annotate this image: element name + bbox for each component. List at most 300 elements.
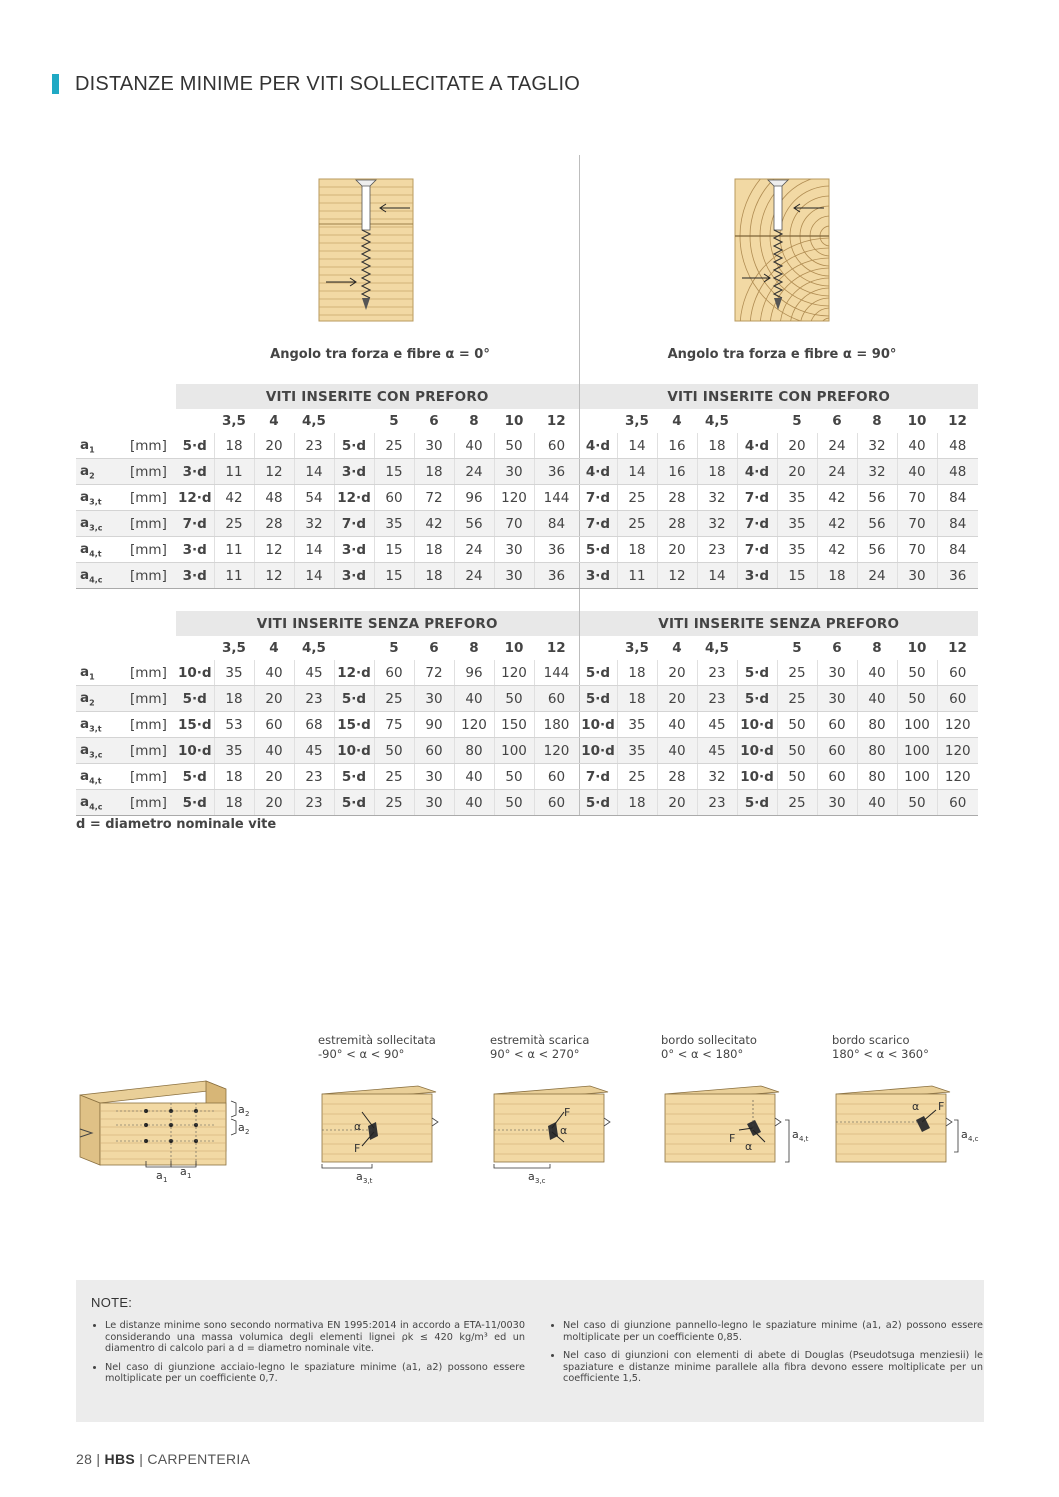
column-header: 3,5 <box>625 413 649 429</box>
value-cell: 45 <box>294 660 334 686</box>
value-cell: 25 <box>374 686 414 712</box>
value-cell: 14 <box>294 563 334 589</box>
diagram-label-loaded-end: estremità sollecitata -90° < α < 90° <box>318 1033 436 1061</box>
value-cell: 23 <box>294 686 334 712</box>
value-cell: 45 <box>294 738 334 764</box>
multiplier-cell: 4·d <box>579 433 617 459</box>
value-cell: 120 <box>937 764 978 790</box>
value-cell: 18 <box>214 790 254 816</box>
value-cell: 56 <box>857 485 897 511</box>
notes-box <box>76 1280 984 1422</box>
value-cell: 50 <box>897 660 937 686</box>
column-header-row <box>76 409 978 433</box>
value-cell: 60 <box>937 660 978 686</box>
value-cell: 180 <box>534 712 579 738</box>
unloaded-edge-diagram <box>832 1080 987 1190</box>
header-without-predrilling-left: VITI INSERITE SENZA PREFORO <box>176 611 579 636</box>
multiplier-cell: 7·d <box>334 511 374 537</box>
value-cell: 25 <box>374 764 414 790</box>
multiplier-cell: 5·d <box>737 790 777 816</box>
value-cell: 144 <box>534 660 579 686</box>
value-cell: 40 <box>454 790 494 816</box>
column-header: 3,5 <box>625 640 649 656</box>
distance-symbol: $a_{3,t}$ <box>76 485 130 511</box>
distance-symbol: $a_{3,c}$ <box>76 738 130 764</box>
value-cell: 36 <box>937 563 978 589</box>
column-header: 5 <box>389 640 399 656</box>
column-header: 4,5 <box>302 640 326 656</box>
value-cell: 32 <box>697 485 737 511</box>
value-cell: 20 <box>777 459 817 485</box>
multiplier-cell: 3·d <box>334 537 374 563</box>
diagram-label-unloaded-edge: bordo scarico 180° < α < 360° <box>832 1033 929 1061</box>
value-cell: 60 <box>374 660 414 686</box>
value-cell: 120 <box>494 660 534 686</box>
value-cell: 32 <box>857 433 897 459</box>
svg-text:a: a <box>961 1128 968 1141</box>
caption-angle-90: Angolo tra forza e fibre α = 90° <box>667 347 897 362</box>
value-cell: 120 <box>534 738 579 764</box>
value-cell: 60 <box>817 738 857 764</box>
value-cell: 23 <box>697 660 737 686</box>
unit-label: [mm] <box>130 563 176 589</box>
value-cell: 36 <box>534 537 579 563</box>
table-with-predrilling <box>76 384 978 589</box>
page-title-text: DISTANZE MINIME PER VITI SOLLECITATE A TAGLIO <box>75 72 581 95</box>
multiplier-cell: 12·d <box>334 660 374 686</box>
value-cell: 40 <box>857 660 897 686</box>
value-cell: 80 <box>857 712 897 738</box>
value-cell: 18 <box>414 563 454 589</box>
value-cell: 56 <box>454 511 494 537</box>
value-cell: 40 <box>454 686 494 712</box>
distance-symbol: $a_{3,c}$ <box>76 511 130 537</box>
value-cell: 23 <box>697 790 737 816</box>
column-header: 6 <box>832 413 842 429</box>
value-cell: 25 <box>617 764 657 790</box>
value-cell: 150 <box>494 712 534 738</box>
multiplier-cell: 10·d <box>579 712 617 738</box>
svg-text:2: 2 <box>245 1110 250 1118</box>
spacing-a1-a2-diagram <box>76 1075 256 1185</box>
multiplier-cell: 3·d <box>176 459 214 485</box>
table-row <box>76 459 978 485</box>
value-cell: 32 <box>857 459 897 485</box>
value-cell: 56 <box>857 537 897 563</box>
svg-text:a: a <box>356 1170 363 1183</box>
section-name: CARPENTERIA <box>147 1451 251 1467</box>
distance-symbol: $a_{4,t}$ <box>76 764 130 790</box>
table-row <box>76 563 978 589</box>
value-cell: 30 <box>817 660 857 686</box>
value-cell: 28 <box>254 511 294 537</box>
unit-label: [mm] <box>130 433 176 459</box>
multiplier-cell: 7·d <box>579 764 617 790</box>
header-with-predrilling-left: VITI INSERITE CON PREFORO <box>176 384 579 409</box>
multiplier-cell: 3·d <box>334 563 374 589</box>
column-header: 3,5 <box>222 413 246 429</box>
value-cell: 120 <box>937 738 978 764</box>
value-cell: 35 <box>214 660 254 686</box>
page-number: 28 <box>76 1451 93 1467</box>
notes-heading: NOTE: <box>91 1295 133 1310</box>
value-cell: 28 <box>657 485 697 511</box>
value-cell: 36 <box>534 459 579 485</box>
svg-text:2: 2 <box>245 1128 250 1136</box>
value-cell: 23 <box>294 433 334 459</box>
value-cell: 28 <box>657 764 697 790</box>
value-cell: 18 <box>414 459 454 485</box>
column-header: 5 <box>389 413 399 429</box>
svg-text:1: 1 <box>187 1172 192 1180</box>
multiplier-cell: 5·d <box>334 790 374 816</box>
value-cell: 42 <box>414 511 454 537</box>
multiplier-cell: 4·d <box>737 433 777 459</box>
column-header: 12 <box>534 636 579 660</box>
value-cell: 23 <box>697 537 737 563</box>
column-header: 4 <box>672 413 682 429</box>
diagram-label-unloaded-end: estremità scarica 90° < α < 270° <box>490 1033 590 1061</box>
value-cell: 25 <box>617 485 657 511</box>
column-header <box>737 409 777 433</box>
unit-label: [mm] <box>130 511 176 537</box>
note-item: • Le distanze minime sono secondo normativa EN 1995:2014 in accordo a ETA-11/0030 considerando una massa volumica degli elementi lignei ρk ≤ 420 kg/m³ ed un diamentro di calcolo pari a d = diametro nominale vite. <box>105 1320 525 1355</box>
value-cell: 60 <box>534 433 579 459</box>
value-cell: 80 <box>857 738 897 764</box>
unit-label: [mm] <box>130 790 176 816</box>
value-cell: 32 <box>697 511 737 537</box>
value-cell: 20 <box>657 660 697 686</box>
value-cell: 100 <box>494 738 534 764</box>
value-cell: 30 <box>817 686 857 712</box>
value-cell: 24 <box>454 459 494 485</box>
multiplier-cell: 5·d <box>579 686 617 712</box>
column-header <box>334 636 374 660</box>
note-item: • Nel caso di giunzioni con elementi di abete di Douglas (Pseudotsuga menziesii) le spaziature e distanze minime parallele alla fibra devono essere moltiplicate per un coefficiente 1,5. <box>563 1350 983 1385</box>
value-cell: 14 <box>697 563 737 589</box>
svg-text:α: α <box>354 1120 362 1133</box>
multiplier-cell: 12·d <box>176 485 214 511</box>
value-cell: 16 <box>657 459 697 485</box>
value-cell: 40 <box>897 459 937 485</box>
value-cell: 70 <box>494 511 534 537</box>
value-cell: 15 <box>777 563 817 589</box>
multiplier-cell: 7·d <box>737 511 777 537</box>
value-cell: 35 <box>777 511 817 537</box>
multiplier-cell: 7·d <box>737 485 777 511</box>
multiplier-cell: 10·d <box>737 764 777 790</box>
unit-label: [mm] <box>130 660 176 686</box>
header-without-predrilling-right: VITI INSERITE SENZA PREFORO <box>579 611 978 636</box>
value-cell: 25 <box>214 511 254 537</box>
multiplier-cell: 5·d <box>579 660 617 686</box>
svg-text:a: a <box>238 1103 245 1116</box>
multiplier-cell: 15·d <box>334 712 374 738</box>
svg-text:a: a <box>792 1128 799 1141</box>
distance-symbol: $a_{4,c}$ <box>76 790 130 816</box>
distance-symbol: $a_1$ <box>76 433 130 459</box>
value-cell: 50 <box>777 712 817 738</box>
value-cell: 42 <box>817 537 857 563</box>
value-cell: 18 <box>617 660 657 686</box>
multiplier-cell: 5·d <box>334 764 374 790</box>
column-header: 5 <box>792 640 802 656</box>
svg-text:α: α <box>912 1100 920 1113</box>
value-cell: 50 <box>494 790 534 816</box>
notes-left-list <box>91 1320 525 1392</box>
value-cell: 18 <box>214 433 254 459</box>
column-header: 10 <box>504 640 524 656</box>
distance-symbol: $a_2$ <box>76 459 130 485</box>
svg-text:4,c: 4,c <box>968 1135 979 1143</box>
value-cell: 15 <box>374 563 414 589</box>
value-cell: 15 <box>374 537 414 563</box>
unit-label: [mm] <box>130 485 176 511</box>
column-header: 4 <box>269 413 279 429</box>
multiplier-cell: 3·d <box>176 537 214 563</box>
value-cell: 120 <box>494 485 534 511</box>
value-cell: 144 <box>534 485 579 511</box>
screw-parallel-grain-figure <box>318 178 414 322</box>
column-header: 12 <box>948 640 967 656</box>
value-cell: 30 <box>494 563 534 589</box>
column-header: 4,5 <box>302 413 326 429</box>
value-cell: 48 <box>254 485 294 511</box>
table-row <box>76 660 978 686</box>
value-cell: 50 <box>494 433 534 459</box>
multiplier-cell: 5·d <box>579 537 617 563</box>
value-cell: 40 <box>657 738 697 764</box>
multiplier-cell: 7·d <box>176 511 214 537</box>
value-cell: 35 <box>777 537 817 563</box>
value-cell: 40 <box>454 764 494 790</box>
column-header: 8 <box>469 413 479 429</box>
value-cell: 20 <box>254 433 294 459</box>
value-cell: 40 <box>897 433 937 459</box>
value-cell: 30 <box>414 790 454 816</box>
value-cell: 18 <box>414 537 454 563</box>
unit-label: [mm] <box>130 764 176 790</box>
value-cell: 18 <box>697 433 737 459</box>
value-cell: 24 <box>817 459 857 485</box>
column-header: 8 <box>872 413 882 429</box>
value-cell: 18 <box>214 764 254 790</box>
column-header: 12 <box>948 413 967 429</box>
column-header <box>334 409 374 433</box>
value-cell: 50 <box>897 790 937 816</box>
table-row <box>76 738 978 764</box>
value-cell: 20 <box>777 433 817 459</box>
value-cell: 60 <box>937 790 978 816</box>
value-cell: 72 <box>414 485 454 511</box>
table-row <box>76 433 978 459</box>
value-cell: 25 <box>617 511 657 537</box>
svg-text:F: F <box>354 1142 361 1155</box>
value-cell: 60 <box>374 485 414 511</box>
multiplier-cell: 10·d <box>737 712 777 738</box>
svg-text:α: α <box>560 1124 568 1137</box>
value-cell: 35 <box>617 738 657 764</box>
table-row <box>76 511 978 537</box>
value-cell: 30 <box>897 563 937 589</box>
diagram-label-loaded-edge: bordo sollecitato 0° < α < 180° <box>661 1033 757 1061</box>
value-cell: 120 <box>454 712 494 738</box>
multiplier-cell: 5·d <box>579 790 617 816</box>
multiplier-cell: 4·d <box>579 459 617 485</box>
table-row <box>76 712 978 738</box>
multiplier-cell: 3·d <box>334 459 374 485</box>
value-cell: 30 <box>494 537 534 563</box>
value-cell: 50 <box>494 686 534 712</box>
value-cell: 36 <box>534 563 579 589</box>
table-row <box>76 686 978 712</box>
value-cell: 25 <box>777 790 817 816</box>
value-cell: 50 <box>897 686 937 712</box>
value-cell: 80 <box>454 738 494 764</box>
value-cell: 54 <box>294 485 334 511</box>
value-cell: 25 <box>777 686 817 712</box>
value-cell: 23 <box>294 790 334 816</box>
multiplier-cell: 12·d <box>334 485 374 511</box>
value-cell: 48 <box>937 459 978 485</box>
value-cell: 60 <box>414 738 454 764</box>
value-cell: 25 <box>374 790 414 816</box>
multiplier-cell: 10·d <box>176 660 214 686</box>
value-cell: 40 <box>454 433 494 459</box>
distance-symbol: $a_{3,t}$ <box>76 712 130 738</box>
value-cell: 50 <box>494 764 534 790</box>
table-row <box>76 485 978 511</box>
multiplier-cell: 3·d <box>579 563 617 589</box>
value-cell: 20 <box>254 764 294 790</box>
value-cell: 60 <box>534 686 579 712</box>
column-header <box>737 636 777 660</box>
multiplier-cell: 3·d <box>176 563 214 589</box>
column-header: 4,5 <box>705 640 729 656</box>
value-cell: 18 <box>214 686 254 712</box>
title-accent-bar <box>52 74 59 94</box>
value-cell: 18 <box>817 563 857 589</box>
value-cell: 56 <box>857 511 897 537</box>
value-cell: 70 <box>897 537 937 563</box>
unit-label: [mm] <box>130 686 176 712</box>
value-cell: 100 <box>897 764 937 790</box>
value-cell: 35 <box>617 712 657 738</box>
page-footer: 28 | HBS | CARPENTERIA <box>76 1451 251 1467</box>
svg-text:F: F <box>729 1132 736 1145</box>
unit-label: [mm] <box>130 537 176 563</box>
value-cell: 84 <box>937 537 978 563</box>
value-cell: 50 <box>374 738 414 764</box>
value-cell: 15 <box>374 459 414 485</box>
table-row <box>76 764 978 790</box>
value-cell: 60 <box>254 712 294 738</box>
value-cell: 100 <box>897 712 937 738</box>
value-cell: 68 <box>294 712 334 738</box>
value-cell: 20 <box>657 686 697 712</box>
svg-text:a: a <box>156 1169 163 1182</box>
svg-text:4,t: 4,t <box>799 1135 809 1143</box>
unit-label: [mm] <box>130 712 176 738</box>
value-cell: 30 <box>414 764 454 790</box>
svg-text:a: a <box>238 1121 245 1134</box>
column-header-row <box>76 636 978 660</box>
value-cell: 25 <box>777 660 817 686</box>
value-cell: 48 <box>937 433 978 459</box>
multiplier-cell: 5·d <box>176 686 214 712</box>
value-cell: 84 <box>937 511 978 537</box>
value-cell: 42 <box>214 485 254 511</box>
value-cell: 45 <box>697 712 737 738</box>
multiplier-cell: 3·d <box>737 563 777 589</box>
caption-angle-0: Angolo tra forza e fibre α = 0° <box>270 347 490 362</box>
multiplier-cell: 5·d <box>737 686 777 712</box>
value-cell: 60 <box>937 686 978 712</box>
value-cell: 40 <box>857 686 897 712</box>
note-item: • Nel caso di giunzione pannello-legno le spaziature minime (a1, a2) possono essere moltiplicate per un coefficiente 0,85. <box>563 1320 983 1343</box>
value-cell: 20 <box>657 790 697 816</box>
value-cell: 14 <box>294 537 334 563</box>
multiplier-cell: 5·d <box>176 790 214 816</box>
value-cell: 16 <box>657 433 697 459</box>
value-cell: 30 <box>414 433 454 459</box>
value-cell: 11 <box>214 563 254 589</box>
multiplier-cell: 5·d <box>176 433 214 459</box>
value-cell: 18 <box>617 790 657 816</box>
svg-text:F: F <box>938 1100 945 1113</box>
value-cell: 11 <box>214 459 254 485</box>
value-cell: 72 <box>414 660 454 686</box>
page-title <box>52 72 580 96</box>
value-cell: 30 <box>494 459 534 485</box>
value-cell: 25 <box>374 433 414 459</box>
value-cell: 32 <box>294 511 334 537</box>
multiplier-cell: 10·d <box>334 738 374 764</box>
product-name: HBS <box>104 1451 135 1467</box>
value-cell: 80 <box>857 764 897 790</box>
value-cell: 42 <box>817 485 857 511</box>
value-cell: 30 <box>414 686 454 712</box>
header-with-predrilling-right: VITI INSERITE CON PREFORO <box>579 384 978 409</box>
value-cell: 120 <box>937 712 978 738</box>
value-cell: 23 <box>697 686 737 712</box>
table-without-predrilling <box>76 611 978 816</box>
value-cell: 40 <box>657 712 697 738</box>
value-cell: 14 <box>617 459 657 485</box>
value-cell: 35 <box>777 485 817 511</box>
svg-text:a: a <box>180 1165 187 1178</box>
table-row <box>76 790 978 816</box>
column-header: 4,5 <box>705 413 729 429</box>
screw-perpendicular-grain-figure <box>734 178 830 322</box>
value-cell: 70 <box>897 485 937 511</box>
value-cell: 96 <box>454 660 494 686</box>
multiplier-cell: 5·d <box>334 686 374 712</box>
multiplier-cell: 5·d <box>737 660 777 686</box>
distance-symbol: $a_{4,c}$ <box>76 563 130 589</box>
note-item: • Nel caso di giunzione acciaio-legno le spaziature minime (a1, a2) possono essere moltiplicate per un coefficiente 0,7. <box>105 1362 525 1385</box>
value-cell: 40 <box>857 790 897 816</box>
value-cell: 84 <box>534 511 579 537</box>
value-cell: 50 <box>777 738 817 764</box>
column-header: 4 <box>269 640 279 656</box>
value-cell: 96 <box>454 485 494 511</box>
value-cell: 60 <box>534 790 579 816</box>
value-cell: 100 <box>897 738 937 764</box>
column-header: 6 <box>832 640 842 656</box>
column-header: 8 <box>872 640 882 656</box>
value-cell: 53 <box>214 712 254 738</box>
